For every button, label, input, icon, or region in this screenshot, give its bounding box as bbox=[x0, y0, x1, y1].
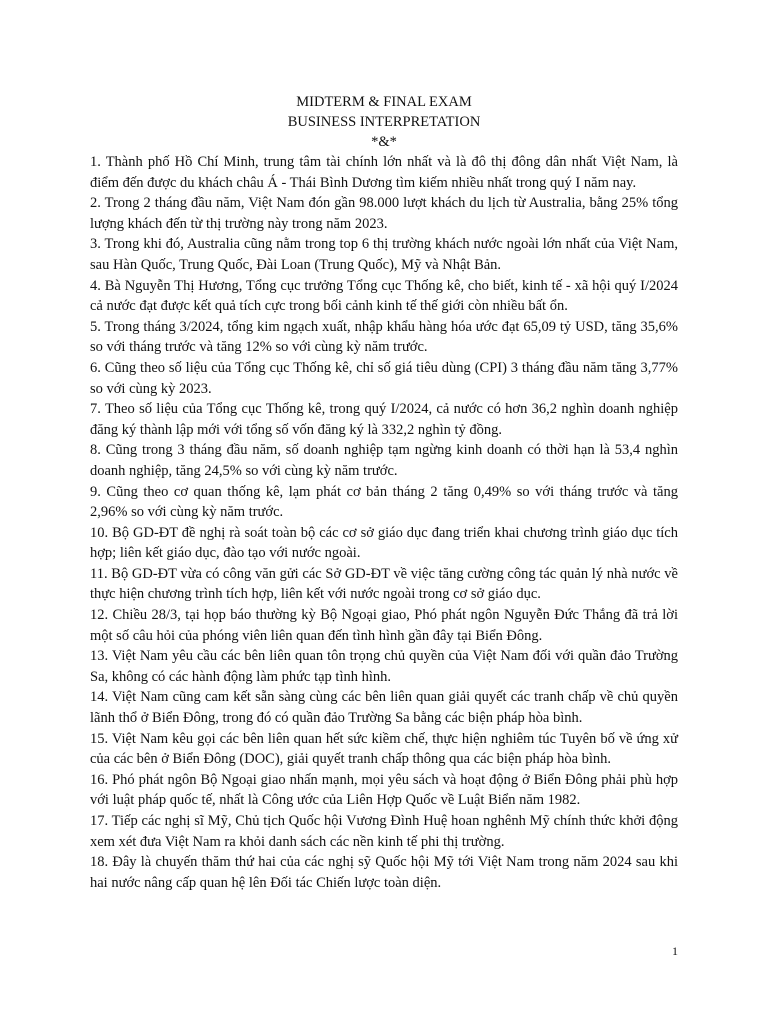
paragraph-item: 2. Trong 2 tháng đầu năm, Việt Nam đón gần 98.000 lượt khách du lịch từ Australia, bằng 25% tổng lượng khách đến từ thị trường này trong năm 2023. bbox=[90, 195, 678, 232]
paragraph-item: 6. Cũng theo số liệu của Tổng cục Thống kê, chỉ số giá tiêu dùng (CPI) 3 tháng đầu năm tăng 3,77% so với cùng kỳ 2023. bbox=[90, 359, 678, 397]
paragraph-item: 10. Bộ GD-ĐT đề nghị rà soát toàn bộ các cơ sở giáo dục đang triển khai chương trình giáo dục tích hợp; liên kết giáo dục, đào tạo với nước ngoài. bbox=[90, 524, 678, 562]
paragraph-item: 8. Cũng trong 3 tháng đầu năm, số doanh nghiệp tạm ngừng kinh doanh có thời hạn là 53,4 nghìn doanh nghiệp, tăng 24,5% so với cùng kỳ năm trước. bbox=[90, 442, 678, 479]
paragraph-item: 12. Chiều 28/3, tại họp báo thường kỳ Bộ Ngoại giao, Phó phát ngôn Nguyễn Đức Thắng đã trả lời một số câu hỏi của phóng viên liên quan đến tình hình gần đây tại Biển Đông. bbox=[90, 607, 678, 644]
paragraph-item: 1. Thành phố Hồ Chí Minh, trung tâm tài chính lớn nhất và là đô thị đông dân nhất Việt Nam, là điểm đến được du khách châu Á - Thái Bình Dương tìm kiếm nhiều nhất trong quý I năm nay. bbox=[90, 154, 678, 191]
paragraph-item: 14. Việt Nam cũng cam kết sẵn sàng cùng các bên liên quan giải quyết các tranh chấp về chủ quyền lãnh thổ ở Biển Đông, trong đó có quần đảo Trường Sa bằng các biện pháp hòa bình. bbox=[90, 689, 678, 727]
paragraph-item: 17. Tiếp các nghị sĩ Mỹ, Chủ tịch Quốc hội Vương Đình Huệ hoan nghênh Mỹ chính thức khởi động xem xét đưa Việt Nam ra khỏi danh sách các nền kinh tế phi thị trường. bbox=[90, 813, 678, 850]
paragraph-item: 4. Bà Nguyễn Thị Hương, Tổng cục trưởng Tổng cục Thống kê, cho biết, kinh tế - xã hội quý I/2024 cả nước đạt được kết quả tích cực trong bối cảnh kinh tế thế giới còn nhiều bất ổn. bbox=[90, 277, 678, 315]
title-ornament: *&* bbox=[371, 134, 397, 150]
paragraph-item: 11. Bộ GD-ĐT vừa có công văn gửi các Sở GD-ĐT về việc tăng cường công tác quản lý nhà nước về thực hiện chương trình tích hợp, liên kết với nước ngoài trong cơ sở giáo dục. bbox=[90, 565, 678, 603]
paragraph-item: 7. Theo số liệu của Tổng cục Thống kê, trong quý I/2024, cả nước có hơn 36,2 nghìn doanh nghiệp đăng ký thành lập mới với tổng số vốn đăng ký là 332,2 nghìn tỷ đồng. bbox=[90, 401, 678, 438]
document-title: MIDTERM & FINAL EXAM bbox=[296, 94, 472, 110]
document-subtitle: BUSINESS INTERPRETATION bbox=[287, 114, 481, 130]
paragraph-item: 15. Việt Nam kêu gọi các bên liên quan hết sức kiềm chế, thực hiện nghiêm túc Tuyên bố về ứng xử của các bên ở Biển Đông (DOC), giải quyết tranh chấp thông qua các biện pháp hòa bình. bbox=[90, 730, 678, 768]
paragraph-item: 13. Việt Nam yêu cầu các bên liên quan tôn trọng chủ quyền của Việt Nam đối với quần đảo Trường Sa, không có các hành động làm phức tạp tình hình. bbox=[90, 648, 678, 685]
paragraph-item: 5. Trong tháng 3/2024, tổng kim ngạch xuất, nhập khẩu hàng hóa ước đạt 65,09 tỷ USD, tăng 35,6% so với tháng trước và tăng 12% so với cùng kỳ năm trước. bbox=[90, 318, 678, 356]
paragraph-item: 3. Trong khi đó, Australia cũng nằm trong top 6 thị trường khách nước ngoài lớn nhất của Việt Nam, sau Hàn Quốc, Trung Quốc, Đài Loan (Trung Quốc), Mỹ và Nhật Bản. bbox=[90, 236, 678, 273]
title-block bbox=[90, 92, 678, 152]
page-number: 1 bbox=[672, 944, 678, 958]
document-page bbox=[90, 92, 678, 893]
paragraph-item: 16. Phó phát ngôn Bộ Ngoại giao nhấn mạnh, mọi yêu sách và hoạt động ở Biển Đông phải phù hợp với luật pháp quốc tế, nhất là Công ước của Liên Hợp Quốc về Luật Biển năm 1982. bbox=[90, 771, 678, 809]
paragraph-item: 18. Đây là chuyến thăm thứ hai của các nghị sỹ Quốc hội Mỹ tới Việt Nam trong năm 2024 sau khi hai nước nâng cấp quan hệ lên Đối tác Chiến lược toàn diện. bbox=[90, 854, 678, 891]
paragraph-list bbox=[90, 152, 678, 893]
paragraph-item: 9. Cũng theo cơ quan thống kê, lạm phát cơ bản tháng 2 tăng 0,49% so với tháng trước và tăng 2,96% so với cùng kỳ năm trước. bbox=[90, 483, 678, 521]
